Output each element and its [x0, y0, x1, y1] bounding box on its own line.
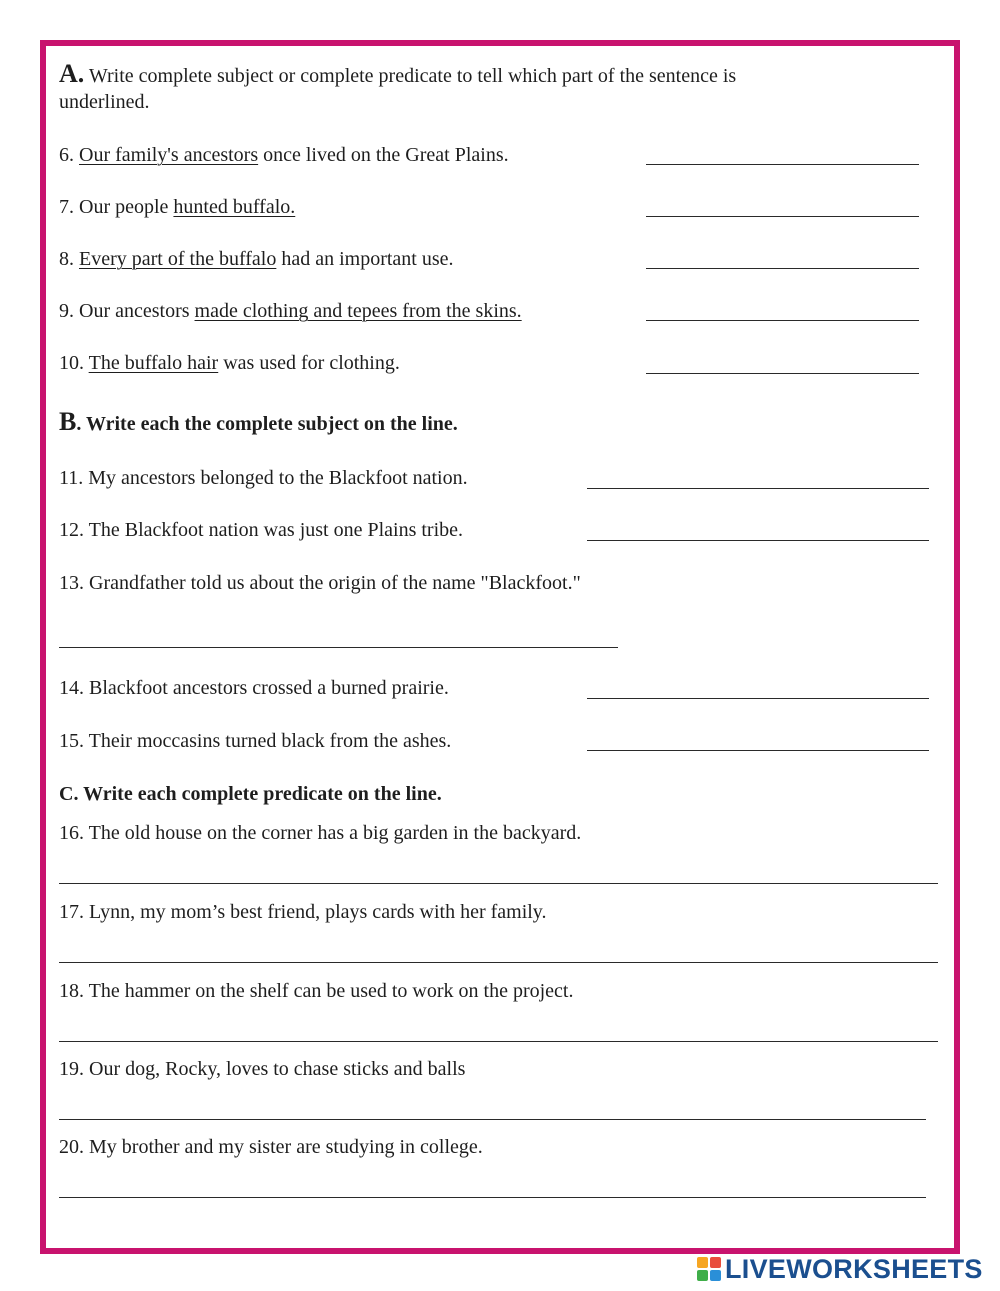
answer-line-19[interactable]	[59, 1119, 926, 1120]
question-10-pre: 10.	[59, 352, 89, 374]
question-19: 19. Our dog, Rocky, loves to chase sticks and balls	[59, 1058, 466, 1080]
answer-line-15[interactable]	[587, 750, 929, 751]
question-7-pre: 7. Our people	[59, 196, 174, 218]
question-10-post: was used for clothing.	[218, 352, 400, 374]
question-8-post: had an important use.	[276, 248, 454, 270]
logo-block-2	[710, 1257, 721, 1268]
logo-block-4	[710, 1270, 721, 1281]
answer-line-12[interactable]	[587, 540, 929, 541]
answer-line-14[interactable]	[587, 698, 929, 699]
question-8-pre: 8.	[59, 248, 79, 270]
section-b-letter: B	[59, 407, 77, 436]
logo-text: LIVEWORKSHEETS	[725, 1253, 983, 1284]
question-17: 17. Lynn, my mom’s best friend, plays cards with her family.	[59, 901, 547, 923]
question-18: 18. The hammer on the shelf can be used to work on the project.	[59, 980, 574, 1002]
question-10-underlined: The buffalo hair	[88, 352, 219, 374]
section-a-letter: A.	[59, 59, 85, 88]
question-15: 15. Their moccasins turned black from the ashes.	[59, 730, 452, 752]
answer-line-10[interactable]	[646, 373, 919, 374]
answer-line-11[interactable]	[587, 488, 929, 489]
section-b-instruction	[59, 407, 458, 436]
question-8	[59, 247, 454, 271]
question-7-underlined: hunted buffalo.	[173, 196, 296, 218]
section-a-instruction-text: Write complete subject or complete predicate to tell which part of the sentence is	[84, 65, 737, 87]
section-a-instruction-line2: underlined.	[59, 91, 150, 113]
logo-blocks-icon	[697, 1257, 721, 1281]
section-a-instruction	[59, 59, 737, 88]
answer-line-17[interactable]	[59, 962, 938, 963]
answer-line-9[interactable]	[646, 320, 919, 321]
question-16: 16. The old house on the corner has a big garden in the backyard.	[59, 822, 582, 844]
question-7	[59, 195, 295, 219]
answer-line-16[interactable]	[59, 883, 938, 884]
section-c-instruction: C. Write each complete predicate on the line.	[59, 783, 442, 805]
question-10	[59, 351, 400, 375]
question-14: 14. Blackfoot ancestors crossed a burned prairie.	[59, 677, 449, 699]
question-20: 20. My brother and my sister are studying in college.	[59, 1136, 483, 1158]
liveworksheets-logo[interactable]	[697, 1254, 983, 1284]
question-6-underlined: Our family's ancestors	[79, 144, 259, 166]
question-8-underlined: Every part of the buffalo	[79, 248, 277, 270]
question-6-pre: 6.	[59, 144, 79, 166]
answer-line-13[interactable]	[59, 647, 618, 648]
question-9	[59, 299, 522, 323]
answer-line-8[interactable]	[646, 268, 919, 269]
question-6-post: once lived on the Great Plains.	[258, 144, 509, 166]
answer-line-7[interactable]	[646, 216, 919, 217]
question-6	[59, 143, 509, 167]
logo-block-1	[697, 1257, 708, 1268]
question-9-pre: 9. Our ancestors	[59, 300, 195, 322]
question-11: 11. My ancestors belonged to the Blackfoot nation.	[59, 467, 468, 489]
question-9-underlined: made clothing and tepees from the skins.	[194, 300, 522, 322]
answer-line-20[interactable]	[59, 1197, 926, 1198]
answer-line-6[interactable]	[646, 164, 919, 165]
section-b-instruction-text: . Write each the complete subject on the line.	[76, 413, 458, 435]
answer-line-18[interactable]	[59, 1041, 938, 1042]
question-12: 12. The Blackfoot nation was just one Plains tribe.	[59, 519, 464, 541]
logo-block-3	[697, 1270, 708, 1281]
question-13: 13. Grandfather told us about the origin of the name "Blackfoot."	[59, 572, 581, 594]
